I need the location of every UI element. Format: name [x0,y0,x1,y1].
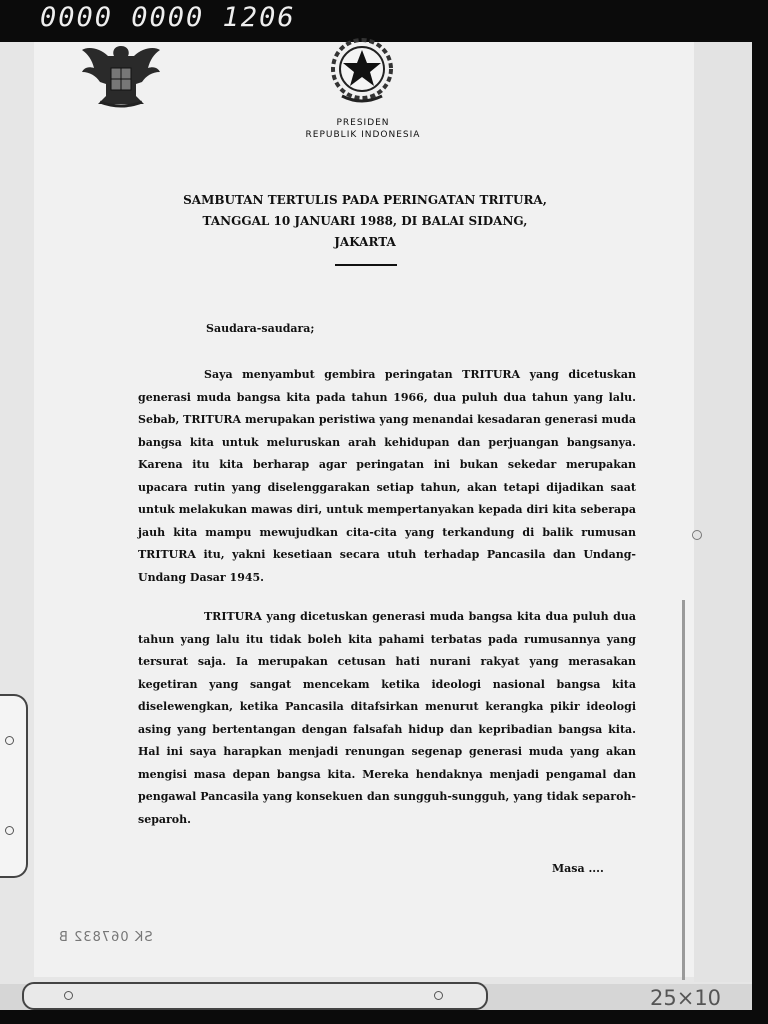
page-edge-shadow [682,600,685,980]
film-frame-code: 0000 0000 1206 [40,2,296,33]
clip-hole [5,736,14,745]
title-underline [335,264,397,266]
binder-clip-bottom [22,982,488,1010]
presidential-seal-icon [318,36,406,106]
body-paragraph: Saya menyambut gembira peringatan TRITURA yang dicetuskan generasi muda bangsa kita pada tahun 1966, dua puluh dua tahun yang lalu. Sebab, TRITURA merupakan peristiwa yang menandai kesadaran generasi muda bangsa kita untuk meluruskan arah kehidupan dan perjuangan bangsanya. Karena itu kita berharap agar peringatan ini bukan sekedar merupakan upacara rutin yang diselenggarakan setiap tahun, akan tetapi dijadikan saat untuk melakukan mawas diri, untuk mempertanyakan kepada diri kita seberapa jauh kita mampu mewujudkan cita-cita yang terkandung di balik rumusan TRITURA itu, yakni kesetiaan secara utuh terhadap Pancasila dan Undang-Undang Dasar 1945. [138,368,636,584]
binder-clip-left [0,694,28,878]
clip-hole [434,991,443,1000]
mirrored-archive-stamp: SK 067832 B [58,930,153,945]
microfilm-scale-mark: 25×10 [650,986,722,1010]
title-line: JAKARTA [334,235,396,249]
document-title [150,190,580,253]
title-line: TANGGAL 10 JANUARI 1988, DI BALAI SIDANG, [202,214,528,228]
body-paragraph: TRITURA yang dicetuskan generasi muda bangsa kita dua puluh dua tahun yang lalu itu tidak boleh kita pahami terbatas pada rumusannya yang tersurat saja. Ia merupakan cetusan hati nurani rakyat yang merasakan kegetiran yang sangat mencekam ketika ideologi nasional bangsa kita diselewengkan, ketika Pancasila ditafsirkan menurut kerangka pikir ideologi asing yang bertentangan dengan falsafah hidup dan kepribadian bangsa kita. Hal ini saya harapkan menjadi renungan segenap generasi muda yang akan mengisi masa depan bangsa kita. Mereka hendaknya menjadi pengamal dan pengawal Pancasila yang konsekuen dan sungguh-sungguh, yang tidak separoh-separoh. [138,610,636,826]
title-line: SAMBUTAN TERTULIS PADA PERINGATAN TRITURA, [183,193,547,207]
page-right-strip [694,42,752,982]
clip-hole [64,991,73,1000]
garuda-emblem-icon [78,38,164,112]
letterhead-line-1: PRESIDEN [336,118,390,128]
letterhead-line-2: REPUBLIK INDONESIA [305,130,421,140]
clip-hole [5,826,14,835]
continuation-catchword: Masa .... [552,862,604,875]
salutation: Saudara-saudara; [206,322,315,335]
punch-hole [692,530,702,540]
